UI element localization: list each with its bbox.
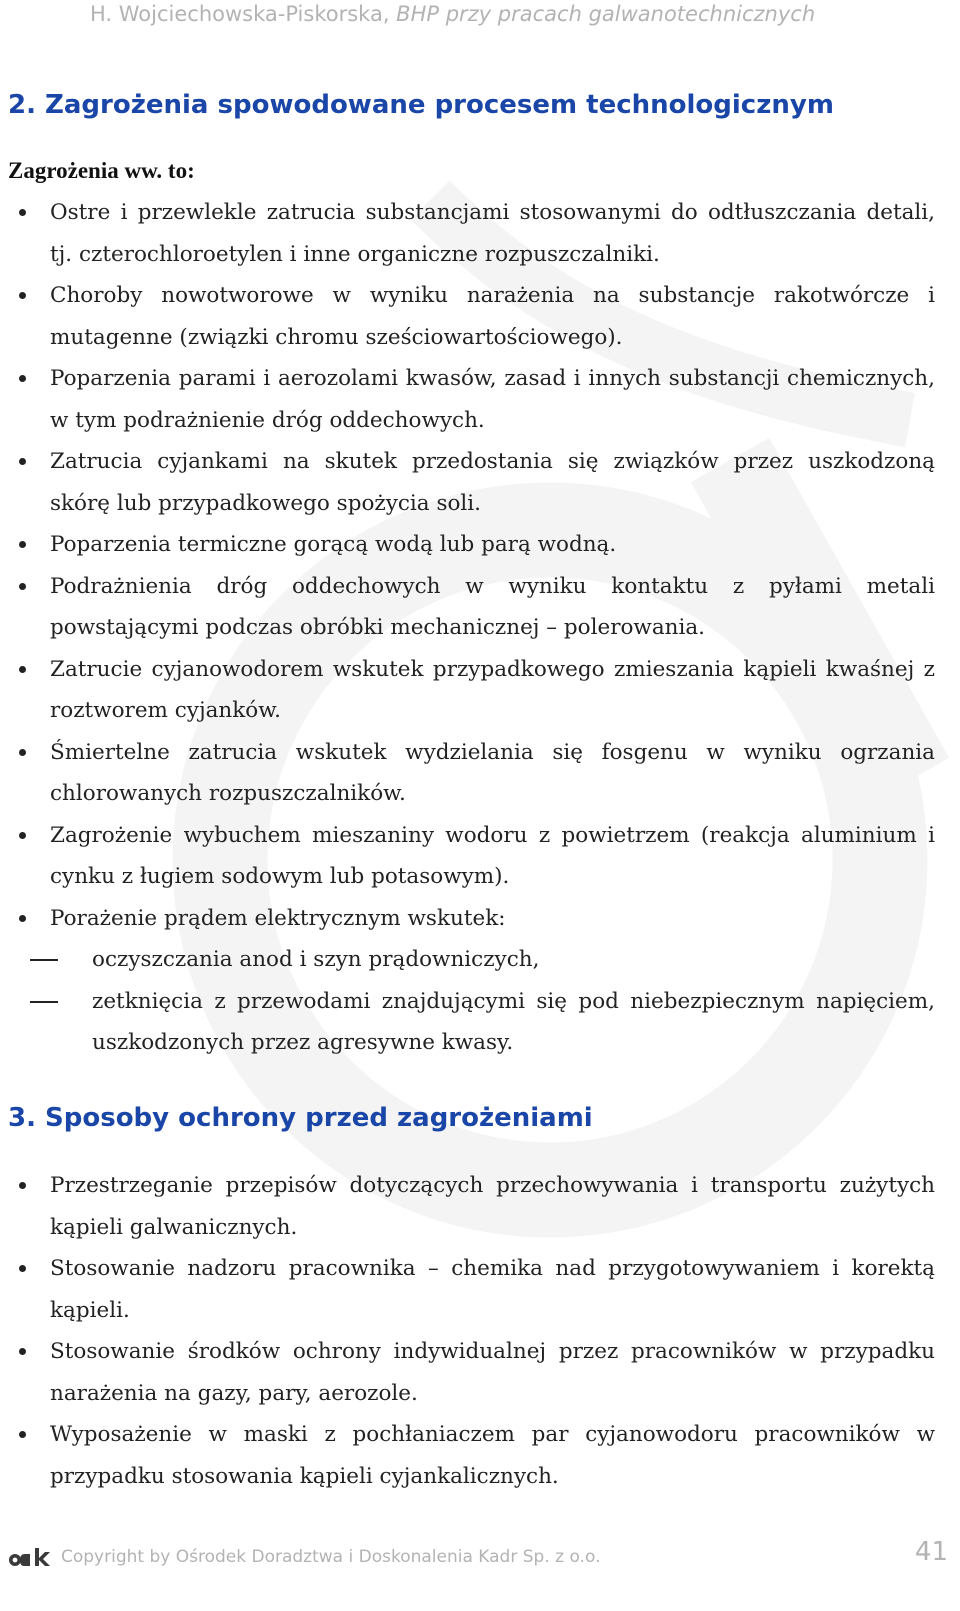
- header-title: BHP przy pracach galwanotechnicznych: [396, 2, 816, 26]
- copyright-text: Copyright by Ośrodek Doradztwa i Doskonalenia Kadr Sp. z o.o.: [61, 1547, 601, 1567]
- list-item: Zatrucie cyjanowodorem wskutek przypadkowego zmieszania kąpieli kwaśnej z roztworem cyjanków.: [0, 649, 935, 732]
- list-item: Przestrzeganie przepisów dotyczących przechowywania i transportu zużytych kąpieli galwanicznych.: [0, 1165, 935, 1248]
- section-2-heading: 2. Zagrożenia spowodowane procesem technologicznym: [8, 90, 834, 120]
- list-item: Stosowanie środków ochrony indywidualnej przez pracowników w przypadku narażenia na gazy, pary, aerozole.: [0, 1331, 935, 1414]
- protection-list: [0, 1165, 935, 1497]
- electric-shock-sublist: [50, 939, 935, 1064]
- running-header: [90, 0, 950, 28]
- list-item-label: Porażenie prądem elektrycznym wskutek:: [50, 905, 506, 931]
- section-3-heading: 3. Sposoby ochrony przed zagrożeniami: [8, 1103, 593, 1133]
- list-item: Stosowanie nadzoru pracownika – chemika nad przygotowywaniem i korektą kąpieli.: [0, 1248, 935, 1331]
- list-item: Wyposażenie w maski z pochłaniaczem par cyjanowodoru pracowników w przypadku stosowania kąpieli cyjankalicznych.: [0, 1414, 935, 1497]
- list-item: Zatrucia cyjankami na skutek przedostania się związków przez uszkodzoną skórę lub przypadkowego spożycia soli.: [0, 441, 935, 524]
- sub-list-item: oczyszczania anod i szyn prądowniczych,: [0, 939, 935, 981]
- list-item: Ostre i przewlekle zatrucia substancjami stosowanymi do odtłuszczania detali, tj. czterochloroetylen i inne organiczne rozpuszczalniki.: [0, 192, 935, 275]
- list-item: Podrażnienia dróg oddechowych w wyniku kontaktu z pyłami metali powstającymi podczas obróbki mechanicznej – polerowania.: [0, 566, 935, 649]
- page-number: 41: [914, 1537, 948, 1567]
- header-author: H. Wojciechowska-Piskorska,: [90, 2, 397, 26]
- list-item: Poparzenia parami i aerozolami kwasów, zasad i innych substancji chemicznych, w tym podrażnienie dróg oddechowych.: [0, 358, 935, 441]
- list-item: Choroby nowotworowe w wyniku narażenia na substancje rakotwórcze i mutagenne (związki chromu sześciowartościowego).: [0, 275, 935, 358]
- sub-list-item: zetknięcia z przewodami znajdującymi się pod niebezpiecznym napięciem, uszkodzonych przez agresywne kwasy.: [0, 981, 935, 1064]
- odk-logo-icon: [8, 1546, 54, 1568]
- list-item-electric-shock: [0, 898, 935, 1064]
- list-item: Poparzenia termiczne gorącą wodą lub parą wodną.: [0, 524, 935, 566]
- page-footer: [8, 1537, 948, 1577]
- hazards-list: [0, 192, 935, 1064]
- section-2-subheading: Zagrożenia ww. to:: [8, 158, 195, 183]
- list-item: Zagrożenie wybuchem mieszaniny wodoru z powietrzem (reakcja aluminium i cynku z ługiem sodowym lub potasowym).: [0, 815, 935, 898]
- list-item: Śmiertelne zatrucia wskutek wydzielania się fosgenu w wyniku ogrzania chlorowanych rozpuszczalników.: [0, 732, 935, 815]
